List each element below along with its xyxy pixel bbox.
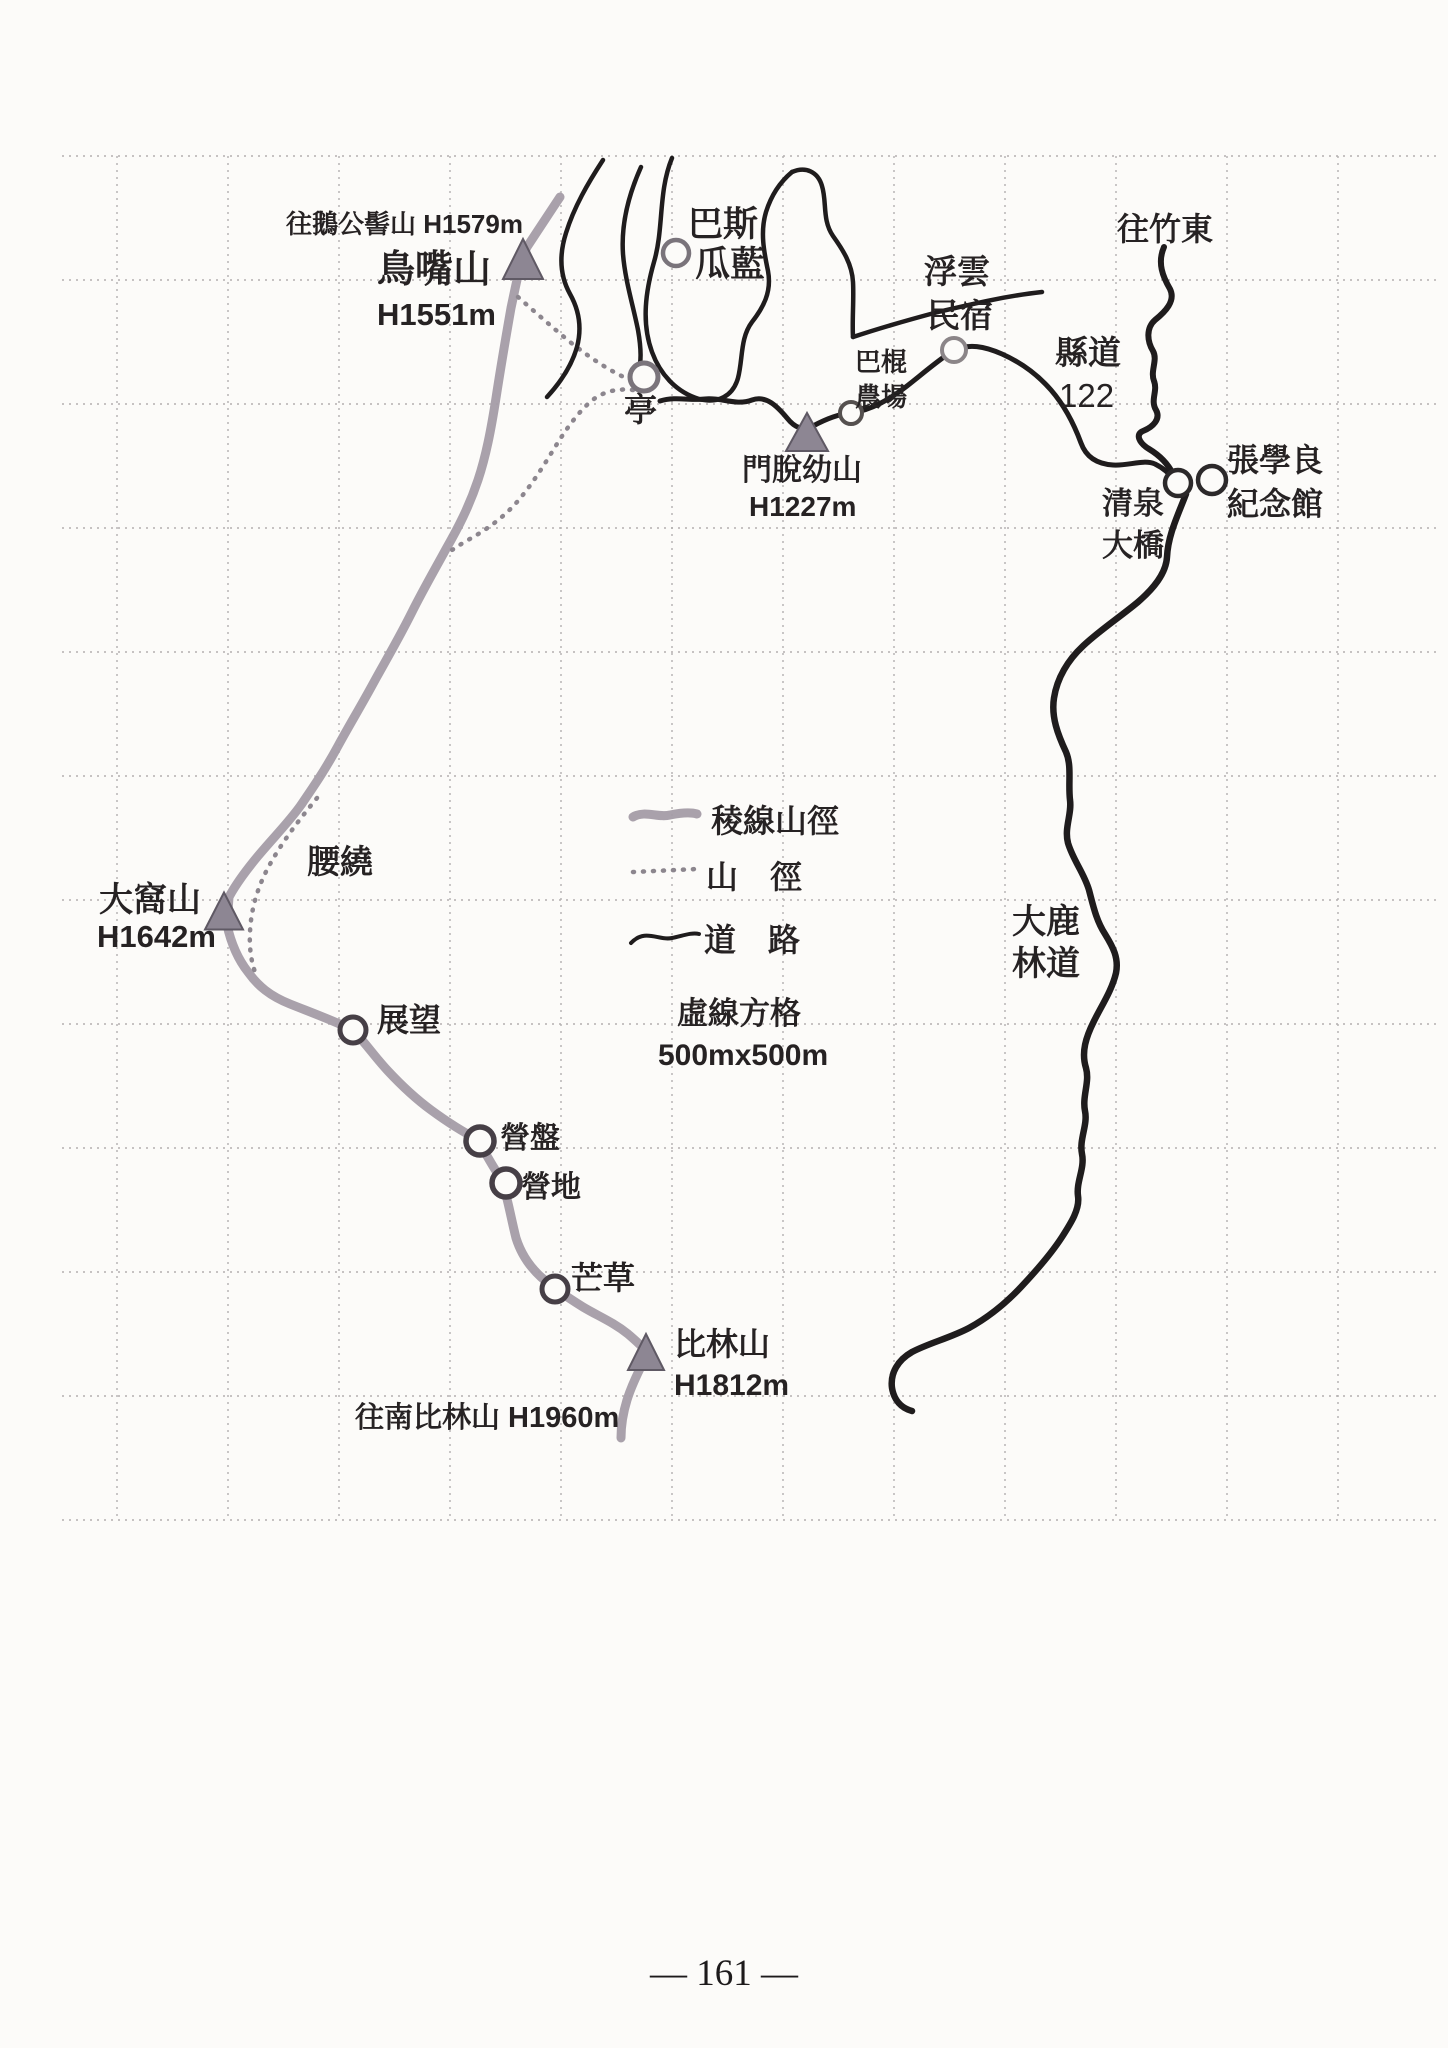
wp-basigualan: [663, 240, 689, 266]
label-dawo-shan-name: 大窩山: [99, 881, 201, 919]
trail-niaozui-to-ting: [518, 297, 628, 379]
wp-yingpan: [466, 1127, 494, 1155]
label-mentuoyou-shan-name: 門脫幼山: [742, 454, 862, 487]
legend-road-sample: [631, 933, 699, 943]
label-bagun-nongchang-1: 巴棍: [855, 347, 908, 377]
label-fuyun-minsu-2: 民宿: [927, 297, 993, 334]
wp-yingdi: [492, 1169, 520, 1197]
wp-mangcao: [542, 1276, 568, 1302]
label-zhanwang-viewpoint: 展望: [377, 1002, 442, 1038]
label-dawo-shan-elev: H1642m: [97, 919, 216, 954]
label-ting-pavilion: 亭: [624, 391, 657, 428]
label-niaozui-shan-elev: H1551m: [377, 297, 496, 332]
label-xiandao-122-2: 122: [1059, 377, 1115, 414]
label-fuyun-minsu-1: 浮雲: [924, 253, 990, 290]
legend-trail-sample: [633, 869, 697, 872]
label-toward-nanbilin-shan: 往南比林山 H1960m: [355, 1402, 620, 1434]
label-mangcao-silvergrass: 芒草: [571, 1260, 636, 1296]
label-dalu-lindao-1: 大鹿: [1012, 903, 1080, 941]
road-valley-east: [792, 170, 853, 337]
road-canyon-to-ting: [623, 167, 641, 364]
label-qingquan-daqiao-2: 大橋: [1102, 528, 1164, 563]
page-number: — 161 —: [650, 1953, 798, 1994]
label-niaozui-shan-name: 鳥嘴山: [377, 249, 492, 291]
label-bilin-shan-elev: H1812m: [674, 1369, 790, 1402]
label-basigualan-1: 巴斯: [688, 205, 759, 244]
label-toward-zhudong: 往竹東: [1117, 211, 1214, 247]
label-legend-trail-label: 山 徑: [706, 859, 803, 895]
wp-fuyun-minsu: [942, 338, 966, 362]
peak-mentuoyou-shan: [786, 413, 828, 451]
label-qingquan-daqiao-1: 清泉: [1102, 486, 1164, 521]
label-xiandao-122-1: 縣道: [1055, 334, 1121, 371]
label-mentuoyou-shan-elev: H1227m: [749, 491, 857, 522]
label-legend-grid-size: 500mx500m: [658, 1039, 829, 1072]
label-zhangxueliang-2: 紀念館: [1227, 486, 1324, 522]
trails-layer: [227, 197, 648, 1438]
label-legend-road-label: 道 路: [704, 922, 801, 958]
wp-qingquan-bridge-2: [1198, 466, 1226, 494]
label-legend-grid-title: 虛線方格: [677, 996, 801, 1031]
label-bilin-shan-name: 比林山: [674, 1326, 771, 1362]
wp-zhanwang: [340, 1017, 366, 1043]
legend-samples: [631, 813, 699, 943]
wp-qingquan-bridge-1: [1165, 470, 1191, 496]
ridge-trail-path: [227, 197, 648, 1438]
label-yaorao-contour: 腰繞: [307, 843, 373, 880]
label-bagun-nongchang-2: 農場: [855, 382, 908, 412]
label-toward-egongji-shan: 往鵝公髻山 H1579m: [286, 209, 523, 239]
label-yingpan-camp: 營盤: [500, 1122, 560, 1155]
peak-niaozui-shan: [503, 239, 543, 279]
label-dalu-lindao-2: 林道: [1012, 945, 1080, 983]
wp-ting: [630, 363, 658, 391]
legend-ridge-sample: [633, 813, 697, 817]
label-yingdi-campsite: 營地: [521, 1171, 581, 1204]
label-basigualan-2: 瓜藍: [695, 245, 766, 284]
label-zhangxueliang-1: 張學良: [1227, 442, 1324, 478]
label-legend-ridge-label: 稜線山徑: [711, 803, 840, 839]
road-xiandao-122: [1139, 247, 1173, 474]
